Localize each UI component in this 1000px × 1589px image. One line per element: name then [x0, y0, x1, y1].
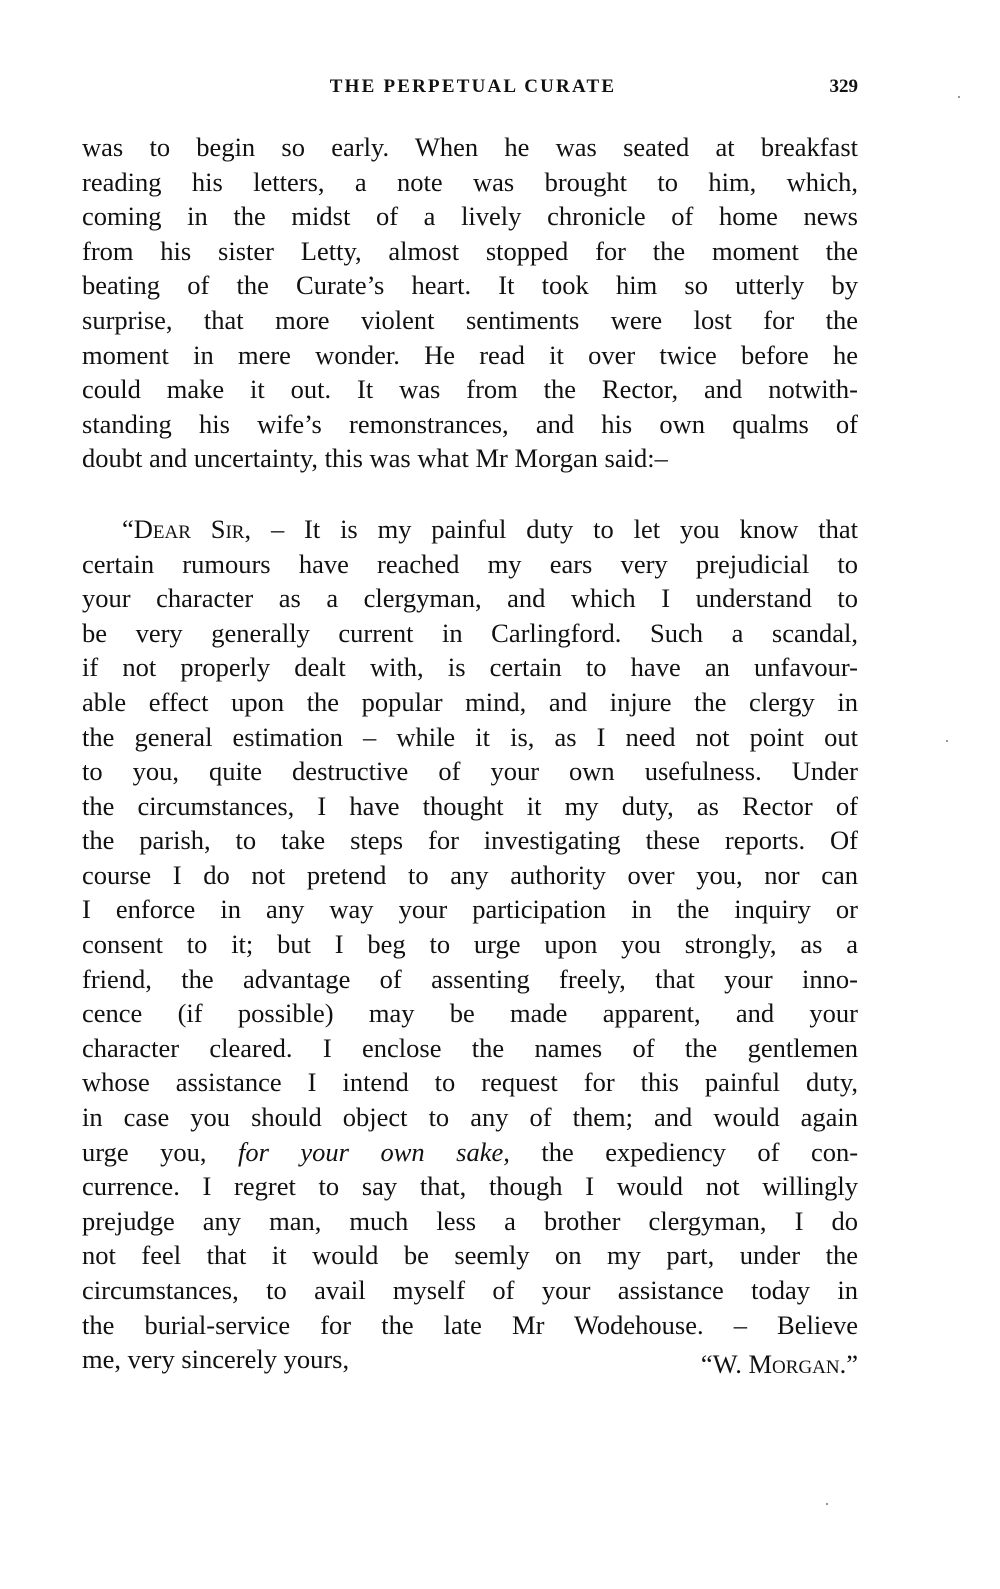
text-line: standing his wife’s remonstrances, and his own qualms of	[82, 408, 858, 439]
text-line: certain rumours have reached my ears very prejudicial to	[82, 548, 858, 579]
text-line: surprise, that more violent sentiments were lost for the	[82, 304, 858, 335]
print-speck	[946, 740, 948, 742]
text-line: to you, quite destructive of your own usefulness. Under	[82, 756, 858, 787]
italic-line-after: the expediency of con-	[541, 1136, 859, 1167]
text-line: your character as a clergyman, and which I understand to	[82, 583, 858, 614]
text-line: the burial-service for the late Mr Wodehouse. – Believe	[82, 1309, 858, 1340]
text-line: cence (if possible) may be made apparent, and your	[82, 998, 858, 1029]
print-speck	[958, 96, 960, 98]
body-text	[82, 130, 858, 1377]
text-line: could make it out. It was from the Rector, and notwith-	[82, 374, 858, 405]
text-line: not feel that it would be seemly on my part, under the	[82, 1240, 858, 1271]
text-line: the general estimation – while it is, as I need not point out	[82, 721, 858, 752]
text-line: doubt and uncertainty, this was what Mr Morgan said:–	[82, 443, 668, 474]
page-number: 329	[829, 76, 858, 97]
first-line-rest: , – It is my painful duty to let you know that	[244, 513, 858, 544]
signature-open: “W.	[700, 1349, 749, 1379]
letter-first-line	[82, 512, 858, 547]
text-line: was to begin so early. When he was seated at breakfast	[82, 132, 858, 162]
text-line: whose assistance I intend to request for this painful duty,	[82, 1067, 858, 1098]
text-line: be very generally current in Carlingford. Such a scandal,	[82, 617, 858, 648]
text-line: coming in the midst of a lively chronicle of home news	[82, 201, 858, 232]
text-line: if not properly dealt with, is certain to have an unfavour-	[82, 652, 858, 683]
text-line: course I do not pretend to any authority over you, nor can	[82, 859, 858, 890]
text-line: I enforce in any way your participation in the inquiry or	[82, 894, 858, 925]
salutation: Dear Sir	[133, 513, 245, 544]
text-line: reading his letters, a note was brought to him, which,	[82, 166, 858, 197]
running-head: THE PERPETUAL CURATE	[329, 76, 617, 97]
text-line: from his sister Letty, almost stopped for the moment the	[82, 235, 858, 266]
text-line: beating of the Curate’s heart. It took him so utterly by	[82, 270, 858, 301]
text-line: consent to it; but I beg to urge upon you strongly, as a	[82, 929, 858, 960]
italic-line	[82, 1135, 858, 1170]
letter-closing: me, very sincerely yours,	[82, 1344, 350, 1375]
italic-line-before: urge you,	[82, 1136, 207, 1167]
text-line: circumstances, to avail myself of your assistance today in	[82, 1275, 858, 1305]
text-line: prejudge any man, much less a brother clergyman, I do	[82, 1205, 858, 1236]
text-line: the parish, to take steps for investigating these reports. Of	[82, 825, 858, 856]
open-quote: “	[122, 513, 134, 544]
print-speck	[826, 1503, 828, 1505]
signature-name: Morgan	[748, 1349, 840, 1379]
text-line: character cleared. I enclose the names of the gentlemen	[82, 1032, 858, 1063]
text-line: in case you should object to any of them; and would again	[82, 1102, 858, 1133]
text-line: friend, the advantage of assenting freely, that your inno-	[82, 963, 858, 994]
text-line: moment in mere wonder. He read it over twice before he	[82, 339, 858, 370]
text-line: able effect upon the popular mind, and injure the clergy in	[82, 686, 858, 717]
page-header	[82, 76, 864, 106]
letter-signature	[82, 1349, 858, 1380]
text-line: the circumstances, I have thought it my duty, as Rector of	[82, 790, 858, 821]
narrative-paragraph	[82, 130, 858, 476]
text-line: currence. I regret to say that, though I would not willingly	[82, 1171, 858, 1202]
signature-close: .”	[839, 1349, 858, 1379]
letter-paragraph	[82, 512, 858, 1377]
paragraph-gap	[82, 476, 858, 512]
italic-phrase: for your own sake,	[237, 1136, 510, 1167]
